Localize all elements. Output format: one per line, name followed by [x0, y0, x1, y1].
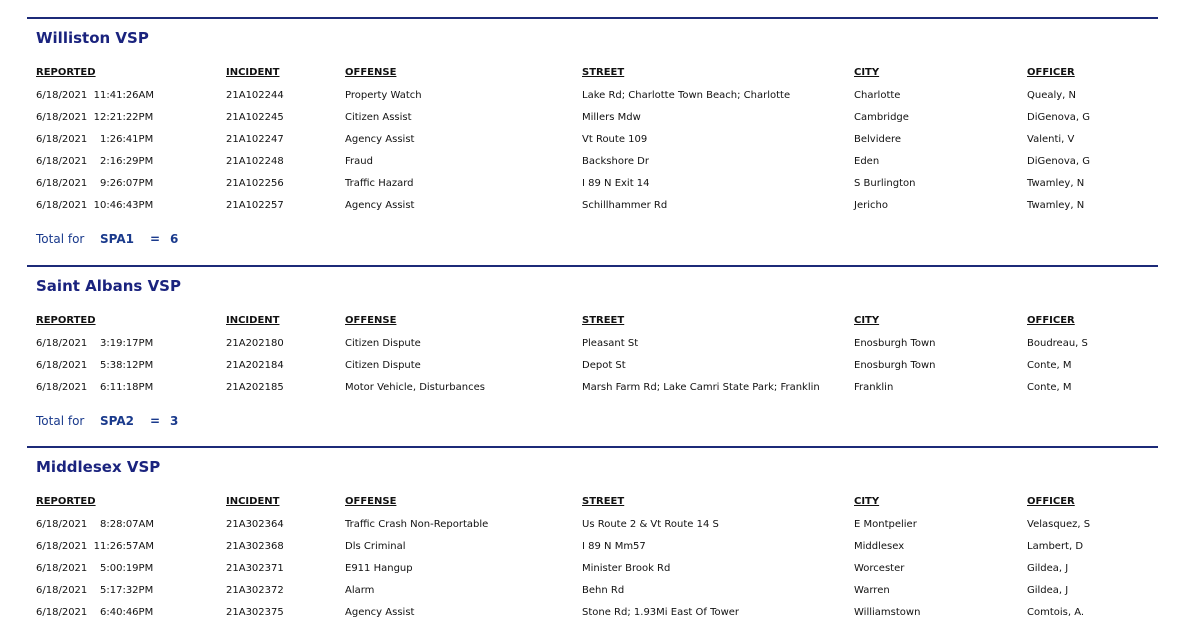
street-cell: Millers Mdw: [582, 112, 641, 123]
total-equals: =: [150, 414, 161, 428]
offense-cell: Traffic Crash Non-Reportable: [345, 519, 489, 530]
reported-cell: 6/18/2021 6:11:18PM: [36, 382, 154, 393]
city-cell: Jericho: [854, 200, 888, 211]
street-cell: Pleasant St: [582, 338, 639, 349]
officer-cell: Valenti, V: [1027, 134, 1075, 145]
column-header-offense: OFFENSE: [345, 67, 397, 78]
officer-cell: Conte, M: [1027, 360, 1072, 371]
column-header-reported: REPORTED: [36, 67, 96, 78]
column-header-street: STREET: [582, 496, 625, 507]
offense-cell: Motor Vehicle, Disturbances: [345, 382, 485, 393]
total-label: Total for: [36, 232, 85, 246]
incident-cell: 21A102248: [226, 156, 284, 167]
street-cell: Depot St: [582, 360, 626, 371]
column-header-city: CITY: [854, 496, 880, 507]
reported-cell: 6/18/2021 10:46:43PM: [36, 200, 154, 211]
incident-cell: 21A302364: [226, 519, 284, 530]
incident-cell: 21A202185: [226, 382, 284, 393]
offense-cell: Dls Criminal: [345, 541, 406, 552]
section-total: [36, 414, 178, 428]
section-title: Saint Albans VSP: [36, 277, 181, 295]
city-cell: Enosburgh Town: [854, 360, 936, 371]
city-cell: S Burlington: [854, 178, 916, 189]
offense-cell: Citizen Dispute: [345, 338, 421, 349]
column-header-incident: INCIDENT: [226, 315, 280, 326]
incident-cell: 21A302372: [226, 585, 284, 596]
reported-cell: 6/18/2021 9:26:07PM: [36, 178, 154, 189]
officer-cell: Gildea, J: [1027, 585, 1069, 596]
reported-cell: 6/18/2021 5:38:12PM: [36, 360, 154, 371]
city-cell: Middlesex: [854, 541, 905, 552]
city-cell: Cambridge: [854, 112, 909, 123]
officer-cell: DiGenova, G: [1027, 112, 1090, 123]
city-cell: Worcester: [854, 563, 905, 574]
officer-cell: Boudreau, S: [1027, 338, 1088, 349]
section-title: Middlesex VSP: [36, 458, 161, 476]
offense-cell: Agency Assist: [345, 134, 415, 145]
officer-cell: Gildea, J: [1027, 563, 1069, 574]
city-cell: E Montpelier: [854, 519, 917, 530]
officer-cell: Twamley, N: [1027, 200, 1085, 211]
street-cell: Stone Rd; 1.93Mi East Of Tower: [582, 607, 740, 618]
reported-cell: 6/18/2021 2:16:29PM: [36, 156, 154, 167]
officer-cell: Quealy, N: [1027, 90, 1077, 101]
reported-cell: 6/18/2021 8:28:07AM: [36, 519, 155, 530]
city-cell: Charlotte: [854, 90, 901, 101]
street-cell: Schillhammer Rd: [582, 200, 668, 211]
reported-cell: 6/18/2021 3:19:17PM: [36, 338, 154, 349]
section-saint-albans: [27, 265, 1158, 448]
column-header-officer: OFFICER: [1027, 67, 1075, 78]
street-cell: Minister Brook Rd: [582, 563, 671, 574]
total-code: SPA1: [100, 232, 134, 246]
incident-cell: 21A102245: [226, 112, 284, 123]
column-header-offense: OFFENSE: [345, 315, 397, 326]
column-header-city: CITY: [854, 67, 880, 78]
reported-cell: 6/18/2021 1:26:41PM: [36, 134, 154, 145]
reported-cell: 6/18/2021 12:21:22PM: [36, 112, 154, 123]
officer-cell: Comtois, A.: [1027, 607, 1085, 618]
column-header-street: STREET: [582, 315, 625, 326]
offense-cell: Agency Assist: [345, 607, 415, 618]
offense-cell: E911 Hangup: [345, 563, 413, 574]
column-header-offense: OFFENSE: [345, 496, 397, 507]
city-cell: Williamstown: [854, 607, 921, 618]
column-header-reported: REPORTED: [36, 496, 96, 507]
street-cell: Backshore Dr: [582, 156, 649, 167]
column-header-officer: OFFICER: [1027, 315, 1075, 326]
offense-cell: Traffic Hazard: [345, 178, 414, 189]
reported-cell: 6/18/2021 5:17:32PM: [36, 585, 154, 596]
column-header-officer: OFFICER: [1027, 496, 1075, 507]
officer-cell: Twamley, N: [1027, 178, 1085, 189]
incident-cell: 21A302368: [226, 541, 284, 552]
column-header-city: CITY: [854, 315, 880, 326]
total-count: 6: [170, 232, 179, 246]
incident-cell: 21A202180: [226, 338, 284, 349]
incident-cell: 21A302371: [226, 563, 284, 574]
reported-cell: 6/18/2021 11:26:57AM: [36, 541, 155, 552]
city-cell: Warren: [854, 585, 890, 596]
section-williston: [27, 17, 1158, 267]
incident-cell: 21A102247: [226, 134, 284, 145]
street-cell: I 89 N Exit 14: [582, 178, 650, 189]
reported-cell: 6/18/2021 5:00:19PM: [36, 563, 154, 574]
column-header-reported: REPORTED: [36, 315, 96, 326]
total-equals: =: [150, 232, 161, 246]
offense-cell: Citizen Dispute: [345, 360, 421, 371]
officer-cell: Conte, M: [1027, 382, 1072, 393]
incident-cell: 21A102257: [226, 200, 284, 211]
reported-cell: 6/18/2021 11:41:26AM: [36, 90, 155, 101]
offense-cell: Agency Assist: [345, 200, 415, 211]
officer-cell: Velasquez, S: [1027, 519, 1091, 530]
total-count: 3: [170, 414, 179, 428]
incident-cell: 21A302375: [226, 607, 284, 618]
street-cell: Behn Rd: [582, 585, 625, 596]
incident-cell: 21A102244: [226, 90, 284, 101]
section-title: Williston VSP: [36, 29, 149, 47]
offense-cell: Property Watch: [345, 90, 422, 101]
column-header-street: STREET: [582, 67, 625, 78]
incident-cell: 21A102256: [226, 178, 284, 189]
street-cell: Marsh Farm Rd; Lake Camri State Park; Franklin: [582, 382, 820, 393]
column-header-incident: INCIDENT: [226, 67, 280, 78]
city-cell: Franklin: [854, 382, 894, 393]
offense-cell: Alarm: [345, 585, 375, 596]
officer-cell: DiGenova, G: [1027, 156, 1090, 167]
section-total: [36, 232, 178, 246]
section-middlesex: [27, 446, 1158, 630]
street-cell: Vt Route 109: [582, 134, 648, 145]
total-label: Total for: [36, 414, 85, 428]
total-code: SPA2: [100, 414, 134, 428]
incident-cell: 21A202184: [226, 360, 284, 371]
officer-cell: Lambert, D: [1027, 541, 1084, 552]
street-cell: I 89 N Mm57: [582, 541, 646, 552]
column-header-incident: INCIDENT: [226, 496, 280, 507]
offense-cell: Fraud: [345, 156, 373, 167]
city-cell: Belvidere: [854, 134, 902, 145]
offense-cell: Citizen Assist: [345, 112, 412, 123]
street-cell: Lake Rd; Charlotte Town Beach; Charlotte: [582, 90, 791, 101]
city-cell: Enosburgh Town: [854, 338, 936, 349]
city-cell: Eden: [854, 156, 880, 167]
reported-cell: 6/18/2021 6:40:46PM: [36, 607, 154, 618]
street-cell: Us Route 2 & Vt Route 14 S: [582, 519, 719, 530]
